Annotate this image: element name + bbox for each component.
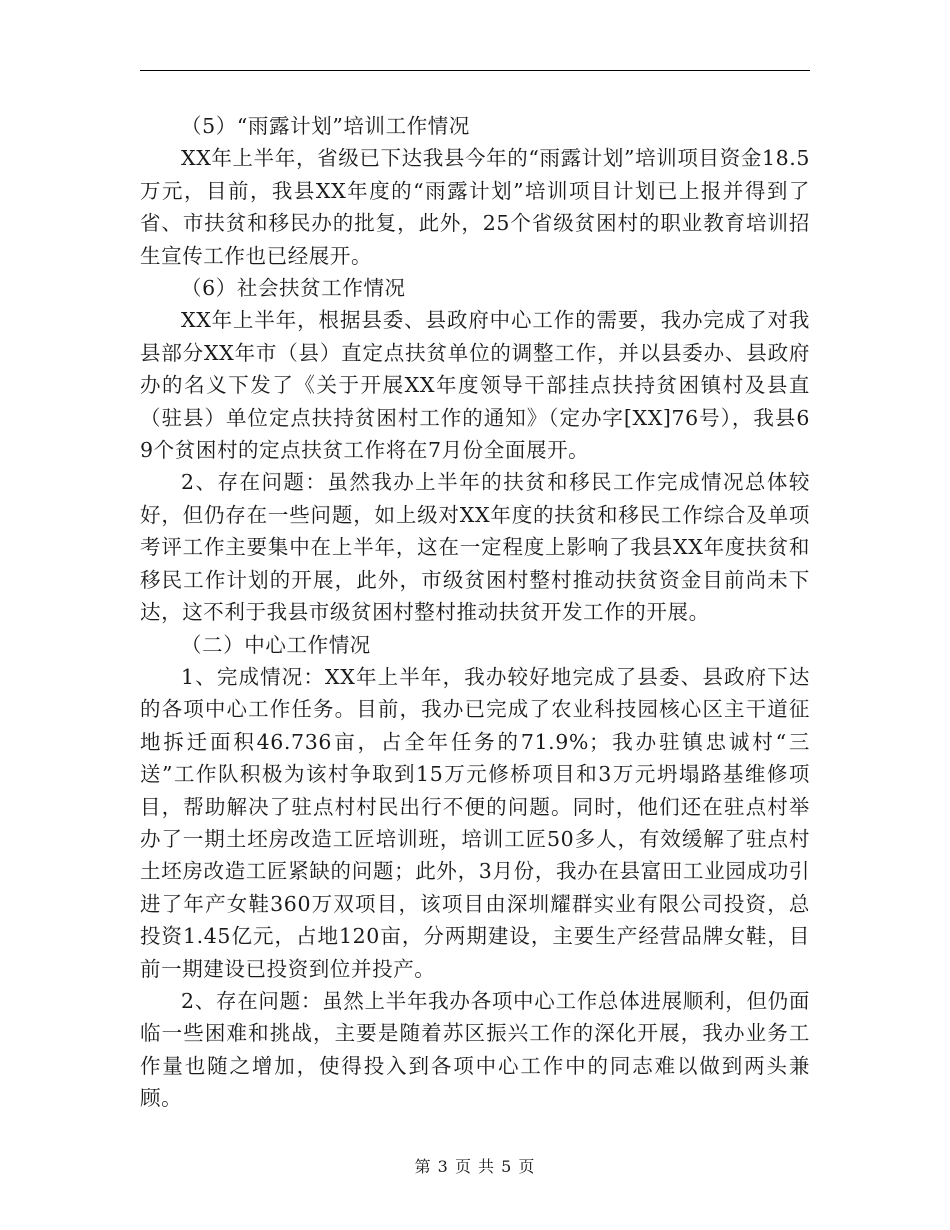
section-heading-social: （6）社会扶贫工作情况 — [181, 276, 406, 301]
paragraph-social-details: XX年上半年，根据县委、县政府中心工作的需要，我办完成了对我县部分XX年市（县）直定点扶贫单位的调整工作，并以县委办、县政府办的名义下发了《关于开展XX年度领导干部挂点扶持贫困镇村及县直（驻县）单位定点扶持贫困村工作的通知》（定办字[XX]76号），我县69个贫困村的定点扶贫工作将在7月份全面展开。 — [140, 308, 810, 463]
paragraph-central-problems: 2、存在问题：虽然上半年我办各项中心工作总体进展顺利，但仍面临一些困难和挑战，主要是随着苏区振兴工作的深化开展，我办业务工作量也随之增加，使得投入到各项中心工作中的同志难以做到两头兼顾。 — [140, 988, 810, 1111]
section-heading-central-work: （二）中心工作情况 — [181, 632, 371, 657]
header-rule — [140, 70, 810, 71]
paragraph-poverty-problems: 2、存在问题：虽然我办上半年的扶贫和移民工作完成情况总体较好，但仍存在一些问题，如上级对XX年度的扶贫和移民工作综合及单项考评工作主要集中在上半年，这在一定程度上影响了我县XX年度扶贫和移民工作计划的开展，此外，市级贫困村整村推动扶贫资金目前尚未下达，这不利于我县市级贫困村整村推动扶贫开发工作的开展。 — [140, 470, 810, 625]
paragraph-yulu-details: XX年上半年，省级已下达我县今年的“雨露计划”培训项目资金18.5万元，目前，我县XX年度的“雨露计划”培训项目计划已上报并得到了省、市扶贫和移民办的批复，此外，25个省级贫困村的职业教育培训招生宣传工作也已经展开。 — [140, 146, 810, 268]
section-heading-yulu: （5）“雨露计划”培训工作情况 — [181, 114, 471, 138]
document-body — [140, 110, 810, 1115]
paragraph-central-completion: 1、完成情况：XX年上半年，我办较好地完成了县委、县政府下达的各项中心工作任务。目前，我办已完成了农业科技园核心区主干道征地拆迁面积46.736亩，占全年任务的71.9%；我办驻镇忠诚村“三送”工作队积极为该村争取到15万元修桥项目和3万元坍塌路基维修项目，帮助解决了驻点村村民出行不便的问题。同时，他们还在驻点村举办了一期土坯房改造工匠培训班，培训工匠50多人，有效缓解了驻点村土坯房改造工匠紧缺的问题；此外，3月份，我办在县富田工业园成功引进了年产女鞋360万双项目，该项目由深圳耀群实业有限公司投资，总投资1.45亿元，占地120亩，分两期建设，主要生产经营品牌女鞋，目前一期建设已投资到位并投产。 — [140, 664, 810, 981]
page-number: 第 3 页 共 5 页 — [414, 1157, 536, 1176]
